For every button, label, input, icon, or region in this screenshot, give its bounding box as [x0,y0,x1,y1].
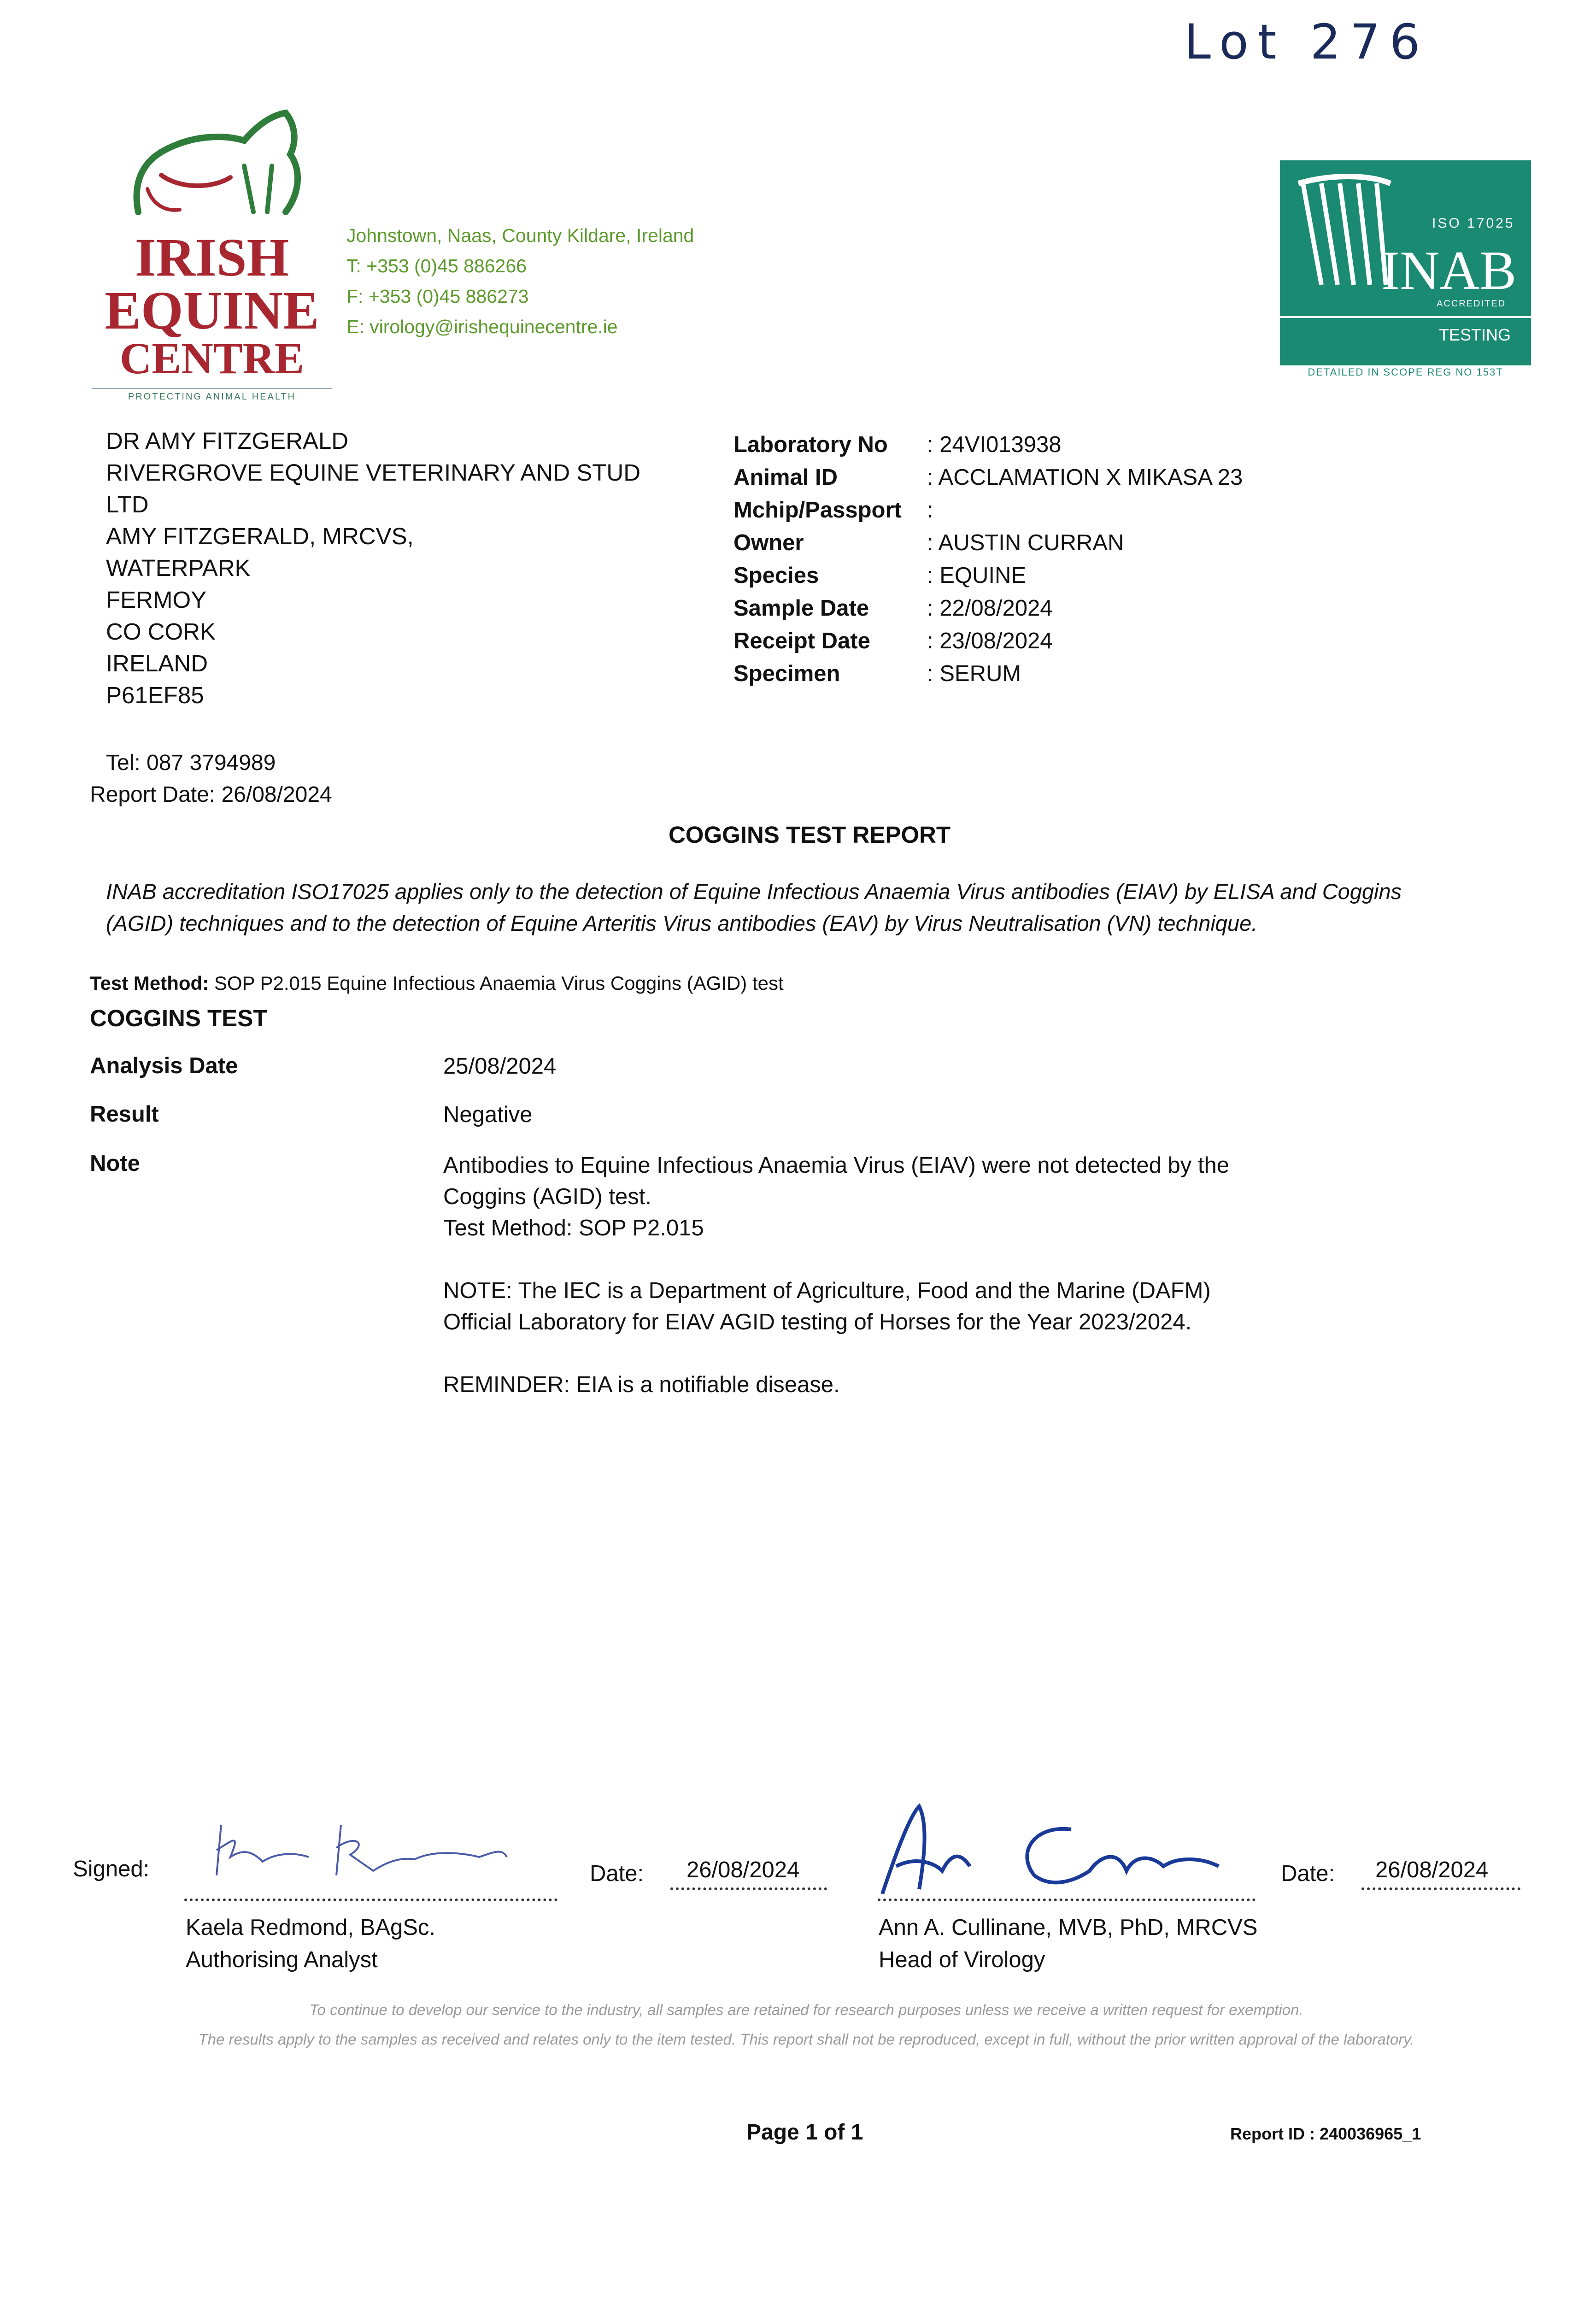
test-method-label: Test Method: [90,972,209,994]
note-method: Test Method: SOP P2.015 [443,1216,704,1240]
recipient-tel: Tel: 087 3794989 [106,751,276,775]
report-id: Report ID : 240036965_1 [1230,2124,1421,2143]
contact-block [346,220,807,342]
org-email: E: virology@irishequinecentre.ie [346,316,618,337]
address-line: IRELAND [106,650,208,676]
left-signature [184,1806,557,1903]
left-date-line [670,1887,827,1890]
handwritten-lot-number: Lot 276 [1184,14,1430,70]
sample-field-mchip: Mchip/Passport : [733,498,933,523]
inab-divider [1280,316,1531,318]
sample-field-species: Species : EQUINE [733,563,1027,588]
section-title: COGGINS TEST [90,1005,268,1031]
address-line: WATERPARK [106,555,251,581]
left-signatory-role: Authorising Analyst [186,1947,378,1972]
irish-equine-centre-logo [92,92,332,406]
org-fax: F: +353 (0)45 886273 [346,286,529,307]
sample-field-receipt-date: Receipt Date : 23/08/2024 [733,629,1053,653]
analysis-date-label: Analysis Date [90,1053,238,1078]
inab-iso: ISO 17025 [1432,216,1515,231]
right-signatory [879,1911,1257,1976]
report-date: Report Date: 26/08/2024 [90,782,332,807]
note-block [443,1150,1263,1400]
report-title: COGGINS TEST REPORT [668,822,951,848]
address-line: RIVERGROVE EQUINE VETERINARY AND STUD [106,459,641,486]
address-line: DR AMY FITZGERALD [106,428,349,454]
left-signature-icon [184,1806,557,1903]
result-value: Negative [443,1102,533,1127]
test-method-value: SOP P2.015 Equine Infectious Anaemia Virus Coggins (AGID) test [214,972,784,994]
accreditation-note: INAB accreditation ISO17025 applies only to the detection of Equine Infectious Anaemia Virus antibodies (EIAV) by ELISA and Coggins (AGID) techniques and to the detection of Equine Arteritis Virus antibodies (EAV) by Virus Neutralisation (VN) technique. [106,879,1402,935]
page-number: Page 1 of 1 [746,2120,863,2145]
disclaimer-results: The results apply to the samples as received and relates only to the item tested. This report shall not be reproduced, except in full, without the prior written approval of the laboratory. [198,2031,1414,2048]
left-signatory-name: Kaela Redmond, BAgSc. [186,1915,436,1940]
left-signature-line [184,1898,557,1901]
address-line: CO CORK [106,618,216,645]
right-signatory-name: Ann A. Cullinane, MVB, PhD, MRCVS [879,1915,1258,1940]
sample-field-owner: Owner : AUSTIN CURRAN [733,530,1124,555]
left-date-label: Date: [590,1861,644,1886]
sample-field-animal-id: Animal ID : ACCLAMATION X MIKASA 23 [733,465,1243,490]
left-date-block [670,1857,827,1890]
sample-details [733,429,1517,690]
left-signatory [186,1911,435,1976]
sample-field-specimen: Specimen : SERUM [733,661,1021,686]
recipient-address [106,425,705,711]
right-signature-icon [878,1797,1256,1903]
inab-accreditation-badge [1280,160,1531,365]
disclaimer-retention: To continue to develop our service to the industry, all samples are retained for research purposes unless we receive a written request for exemption. [309,2001,1303,2018]
note-paragraph-1: Antibodies to Equine Infectious Anaemia Virus (EIAV) were not detected by the Coggins (AGID) test. [443,1153,1230,1209]
right-signature [878,1797,1256,1903]
analysis-date-value: 25/08/2024 [443,1054,557,1079]
harp-icon [1294,174,1395,294]
footer-disclaimer [170,1995,1442,2054]
note-paragraph-3: REMINDER: EIA is a notifiable disease. [443,1372,840,1397]
right-date-value: 26/08/2024 [1375,1857,1489,1882]
logo-equine: EQUINE [105,280,319,341]
result-label: Result [90,1102,159,1127]
note-paragraph-2: NOTE: The IEC is a Department of Agriculture, Food and the Marine (DAFM) Official Laboratory for EIAV AGID testing of Horses for the Year 2023/2024. [443,1278,1211,1334]
logo-irish: IRISH [135,227,289,288]
horse-logo-icon [120,97,313,235]
sample-field-lab-no: Laboratory No : 24VI013938 [733,432,1062,457]
org-address: Johnstown, Naas, County Kildare, Ireland [346,225,694,246]
address-line: LTD [106,491,149,517]
inab-scope: DETAILED IN SCOPE REG NO 153T [1308,366,1503,378]
address-line: P61EF85 [106,682,204,708]
right-signature-line [878,1898,1256,1901]
right-date-label: Date: [1281,1861,1335,1886]
left-date-value: 26/08/2024 [687,1857,800,1882]
note-label: Note [90,1151,140,1176]
logo-tagline: PROTECTING ANIMAL HEALTH [92,388,332,402]
test-method-line [90,972,1334,994]
sample-field-sample-date: Sample Date : 22/08/2024 [733,596,1053,621]
org-phone: T: +353 (0)45 886266 [346,255,527,276]
inab-accredited: ACCREDITED [1437,299,1506,309]
address-line: FERMOY [106,587,207,613]
right-date-line [1361,1887,1520,1890]
right-signatory-role: Head of Virology [879,1947,1045,1972]
inab-testing: TESTING [1439,325,1511,344]
right-date-block [1361,1857,1520,1890]
address-line: AMY FITZGERALD, MRCVS, [106,523,414,549]
logo-centre: CENTRE [119,334,305,383]
inab-brand: INAB [1381,240,1517,301]
signed-label: Signed: [73,1857,150,1881]
